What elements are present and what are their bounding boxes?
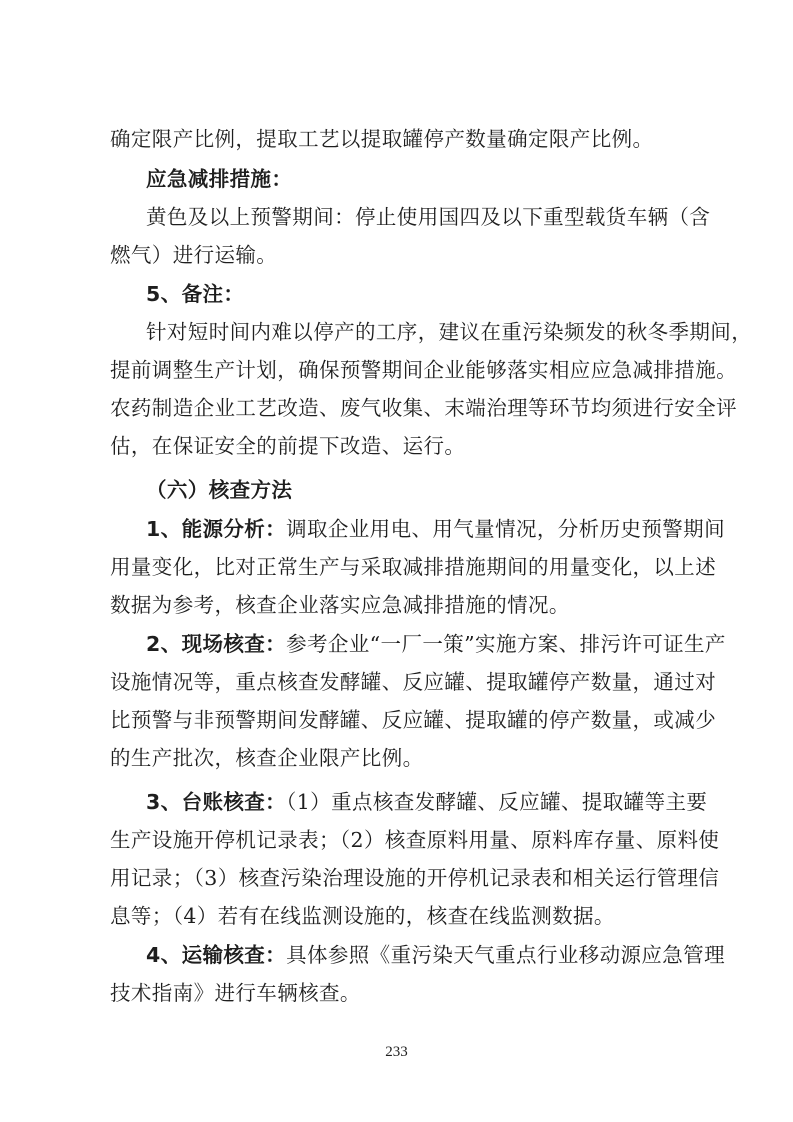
page-number: 233 <box>385 1044 408 1060</box>
paragraph-line: 设施情况等，重点核查发酵罐、反应罐、提取罐停产数量，通过对 <box>110 670 717 694</box>
paragraph-line: 针对短时间内难以停产的工序，建议在重污染频发的秋冬季期间， <box>146 320 753 344</box>
paragraph-line: 用记录；（3）核查污染治理设施的开停机记录表和相关运行管理信 <box>110 866 720 890</box>
emergency-measures-heading: 应急减排措施： <box>146 167 293 191</box>
paragraph-line: 2、现场核查：参考企业“一厂一策”实施方案、排污许可证生产 <box>146 632 726 656</box>
item-label: 2、现场核查： <box>146 632 287 656</box>
item-label: 1、能源分析： <box>146 517 287 541</box>
paragraph-line: 农药制造企业工艺改造、废气收集、末端治理等环节均须进行安全评 <box>110 396 737 420</box>
item-label: 3、台账核查： <box>146 790 287 814</box>
paragraph-line: 数据为参考，核查企业落实应急减排措施的情况。 <box>110 593 570 617</box>
paragraph-line: 生产设施开停机记录表；（2）核查原料用量、原料库存量、原料使 <box>110 828 720 852</box>
paragraph-line: 燃气）进行运输。 <box>110 243 278 267</box>
paragraph-line: 确定限产比例，提取工艺以提取罐停产数量确定限产比例。 <box>110 127 654 151</box>
paragraph-line: 的生产批次，核查企业限产比例。 <box>110 746 424 770</box>
paragraph-line: 息等；（4）若有在线监测设施的，核查在线监测数据。 <box>110 904 615 928</box>
notes-heading: 5、备注： <box>146 282 245 306</box>
paragraph-line: 技术指南》进行车辆核查。 <box>110 981 361 1005</box>
paragraph-line: 比预警与非预警期间发酵罐、反应罐、提取罐的停产数量，或减少 <box>110 708 717 732</box>
paragraph-line: 4、运输核查：具体参照《重污染天气重点行业移动源应急管理 <box>146 943 725 967</box>
paragraph-line: 3、台账核查：（1）重点核查发酵罐、反应罐、提取罐等主要 <box>146 790 708 814</box>
paragraph-line: 用量变化，比对正常生产与采取减排措施期间的用量变化，以上述 <box>110 555 717 579</box>
paragraph-line: 提前调整生产计划，确保预警期间企业能够落实相应应急减排措施。 <box>110 358 737 382</box>
section-heading: （六）核查方法 <box>146 478 293 502</box>
paragraph-line: 1、能源分析：调取企业用电、用气量情况，分析历史预警期间 <box>146 517 725 541</box>
paragraph-line: 估，在保证安全的前提下改造、运行。 <box>110 434 466 458</box>
item-label: 4、运输核查： <box>146 943 287 967</box>
paragraph-line: 黄色及以上预警期间：停止使用国四及以下重型载货车辆（含 <box>146 205 711 229</box>
